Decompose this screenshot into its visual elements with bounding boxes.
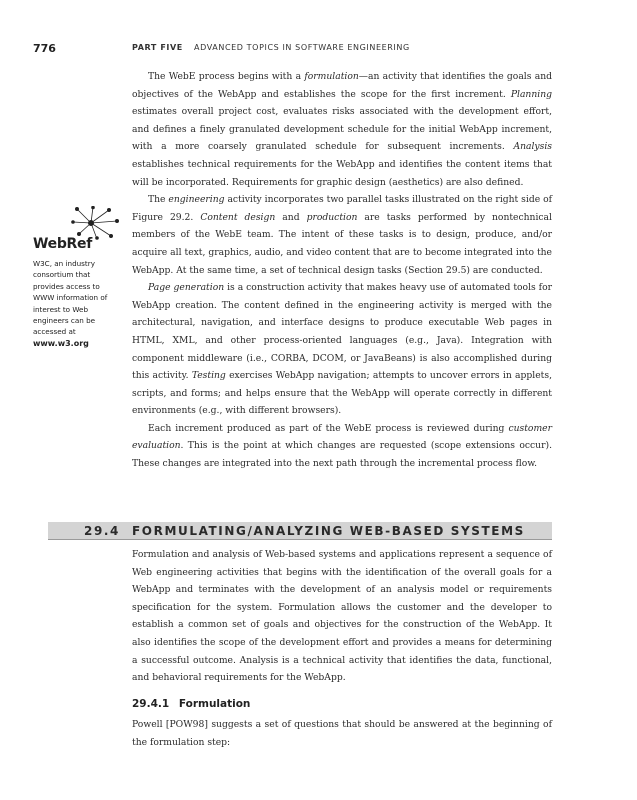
paragraph-formulation: The WebE process begins with a formulation—an activity that identifies the goals and objectives of the WebApp and establishes the scope for the first increment. Planning estimates overall project cost, evaluates risks associated with the development effort, and defines a finely granulated development schedule for the initial WebApp increment, with a more coarsely granulated schedule for subsequent increments. Analysis establishes technical requirements for the WebApp and identifies the content items that will be incorporated. Requirements for graphic design (aesthetics) are also defined.	[132, 71, 552, 188]
paragraph-powell: Powell [POW98] suggests a set of questions that should be answered at the beginning of the formulation step:	[132, 719, 552, 748]
sidebar-note: W3C, an industry consortium that provides access to WWW information of interest to Web engineers can be accessed at	[33, 259, 108, 337]
webref-logo	[33, 206, 123, 250]
subsection-number: 29.4.1	[132, 698, 170, 710]
part-label: PART FIVE	[132, 43, 183, 52]
subsection-heading	[132, 698, 250, 710]
paragraph-page-generation: Page generation is a construction activity that makes heavy use of automated tools for WebApp creation. The content defined in the engineering activity is merged with the architectural, navigation, and interface designs to produce executable Web pages in HTML, XML, and other process-oriented languages (e.g., Java). Integration with component middleware (i.e., CORBA, DCOM, or JavaBeans) is also accomplished during this activity. Testing exercises WebApp navigation; attempts to uncover errors in applets, scripts, and forms; and helps ensure that the WebApp will operate correctly in different environments (e.g., with different browsers).	[132, 282, 553, 417]
webref-label: WebRef	[33, 236, 93, 252]
running-header	[0, 42, 637, 56]
running-head	[132, 43, 410, 52]
webref-sidebar	[33, 206, 123, 348]
subsection-title: Formulation	[178, 698, 251, 710]
paragraph-engineering: The engineering activity incorporates two parallel tasks illustrated on the right side of Figure 29.2. Content design and production are tasks performed by nontechnical members of the WebE team. The intent of these tasks is to design, produce, and/or acquire all text, graphics, audio, and video content that are to become integrated into the WebApp. At the same time, a set of technical design tasks (Section 29.5) are conducted.	[132, 194, 553, 276]
page-number: 776	[33, 42, 56, 55]
paragraph-formulation-analysis: Formulation and analysis of Web-based systems and applications represent a sequence of Web engineering activities that begins with the identification of the overall goals for a WebApp and terminates with the development of an analysis model or requirements specification for the system. Formulation allows the customer and the developer to establish a common set of goals and objectives for the construction of the WebApp. It also identifies the scope of the development effort and provides a means for determining a successful outcome. Analysis is a technical activity that identifies the data, functional, and behavioral requirements for the WebApp.	[132, 549, 552, 684]
body-text-subsection	[132, 716, 552, 751]
network-icon	[33, 206, 123, 240]
section-title: FORMULATING/ANALYZING WEB-BASED SYSTEMS	[132, 524, 525, 538]
part-title: ADVANCED TOPICS IN SOFTWARE ENGINEERING	[194, 43, 410, 52]
section-number: 29.4	[84, 524, 121, 538]
sidebar-url: www.w3.org	[33, 338, 89, 348]
body-text-top	[132, 68, 552, 473]
body-text-section	[132, 546, 552, 687]
paragraph-customer-evaluation: Each increment produced as part of the WebE process is reviewed during customer evaluation. This is the point at which changes are requested (scope extensions occur). These changes are integrated into the next path through the incremental process flow.	[132, 422, 552, 470]
